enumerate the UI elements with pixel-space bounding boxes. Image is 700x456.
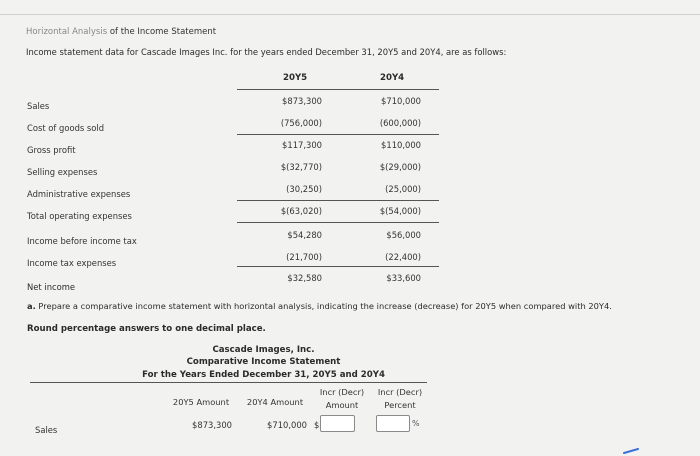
subtotal-rule-gross [237, 134, 439, 135]
statement-period: For the Years Ended December 31, 20Y5 and 20Y4 [142, 370, 385, 380]
row-label-sales: Sales [27, 101, 50, 111]
row-value-net-20y4: $33,600 [386, 273, 421, 283]
top-divider [0, 14, 700, 15]
row-value-selling-20y5: $(32,770) [280, 162, 322, 172]
page-heading [26, 27, 216, 37]
row-label-cogs: Cost of goods sold [27, 123, 105, 133]
row-label-net-income: Net income [27, 282, 76, 292]
row-label-total-opex: Total operating expenses [27, 211, 132, 221]
row-label-admin: Administrative expenses [27, 189, 131, 199]
row-value-net-20y5: $32,580 [287, 273, 322, 283]
row-label-income-tax: Income tax expenses [27, 258, 117, 268]
statement-sales-20y4: $710,000 [267, 420, 307, 430]
statement-sales-20y5: $873,300 [192, 420, 232, 430]
row-value-gross-20y5: $117,300 [282, 140, 322, 150]
heading-rest: of the Income Statement [107, 27, 217, 37]
row-value-pretax-20y4: $56,000 [386, 230, 421, 240]
col-header-20y4: 20Y4 [380, 73, 405, 83]
row-label-selling: Selling expenses [27, 167, 98, 177]
row-value-tax-20y5: (21,700) [286, 252, 322, 262]
incr-percent-sales-input[interactable] [376, 415, 410, 432]
question-body: Prepare a comparative income statement with horizontal analysis, indicating the increase (decrease) for 20Y5 when compared with 20Y4. [35, 301, 612, 311]
col-header-20y4-amount: 20Y4 Amount [246, 397, 304, 407]
row-value-total-opex-20y4: $(54,000) [379, 206, 421, 216]
col-header-incr-percent-1: Incr (Decr) [377, 387, 423, 397]
row-label-income-before-tax: Income before income tax [27, 236, 137, 246]
col-header-20y5: 20Y5 [283, 73, 308, 83]
intro-text: Income statement data for Cascade Images Inc. for the years ended December 31, 20Y5 and 20Y4, are as follows: [26, 47, 507, 57]
col-header-incr-amount-2: Amount [325, 400, 359, 410]
row-value-sales-20y5: $873,300 [282, 96, 322, 106]
rounding-instruction: Round percentage answers to one decimal place. [27, 324, 266, 334]
col-header-20y5-amount: 20Y5 Amount [172, 397, 230, 407]
percent-symbol: % [412, 419, 420, 428]
col-header-incr-amount-1: Incr (Decr) [319, 387, 365, 397]
incr-amount-sales-input[interactable] [320, 415, 355, 432]
subtotal-rule-net [237, 266, 439, 267]
question-text [27, 301, 612, 311]
subtotal-rule-pretax [237, 222, 439, 223]
row-value-total-opex-20y5: $(63,020) [280, 206, 322, 216]
row-value-tax-20y4: (22,400) [385, 252, 421, 262]
row-value-gross-20y4: $110,000 [381, 140, 421, 150]
row-value-admin-20y4: (25,000) [385, 184, 421, 194]
row-label-gross-profit: Gross profit [27, 145, 76, 155]
row-value-cogs-20y5: (756,000) [280, 118, 322, 128]
col-header-incr-percent-2: Percent [384, 400, 416, 410]
statement-header-rule [30, 382, 427, 383]
question-letter: a. [27, 301, 36, 311]
row-value-selling-20y4: $(29,000) [379, 162, 421, 172]
row-value-admin-20y5: (30,250) [286, 184, 322, 194]
statement-name: Comparative Income Statement [186, 357, 341, 367]
statement-company: Cascade Images, Inc. [212, 345, 315, 355]
statement-row-label-sales: Sales [35, 425, 58, 435]
subtotal-rule-opex [237, 200, 439, 201]
row-value-sales-20y4: $710,000 [381, 96, 421, 106]
heading-prefix: Horizontal Analysis [26, 27, 108, 37]
row-value-cogs-20y4: (600,000) [379, 118, 421, 128]
pencil-mark-icon [623, 448, 639, 454]
incr-amount-dollar-sign: $ [314, 420, 320, 430]
header-rule [237, 89, 439, 90]
row-value-pretax-20y5: $54,280 [287, 230, 322, 240]
